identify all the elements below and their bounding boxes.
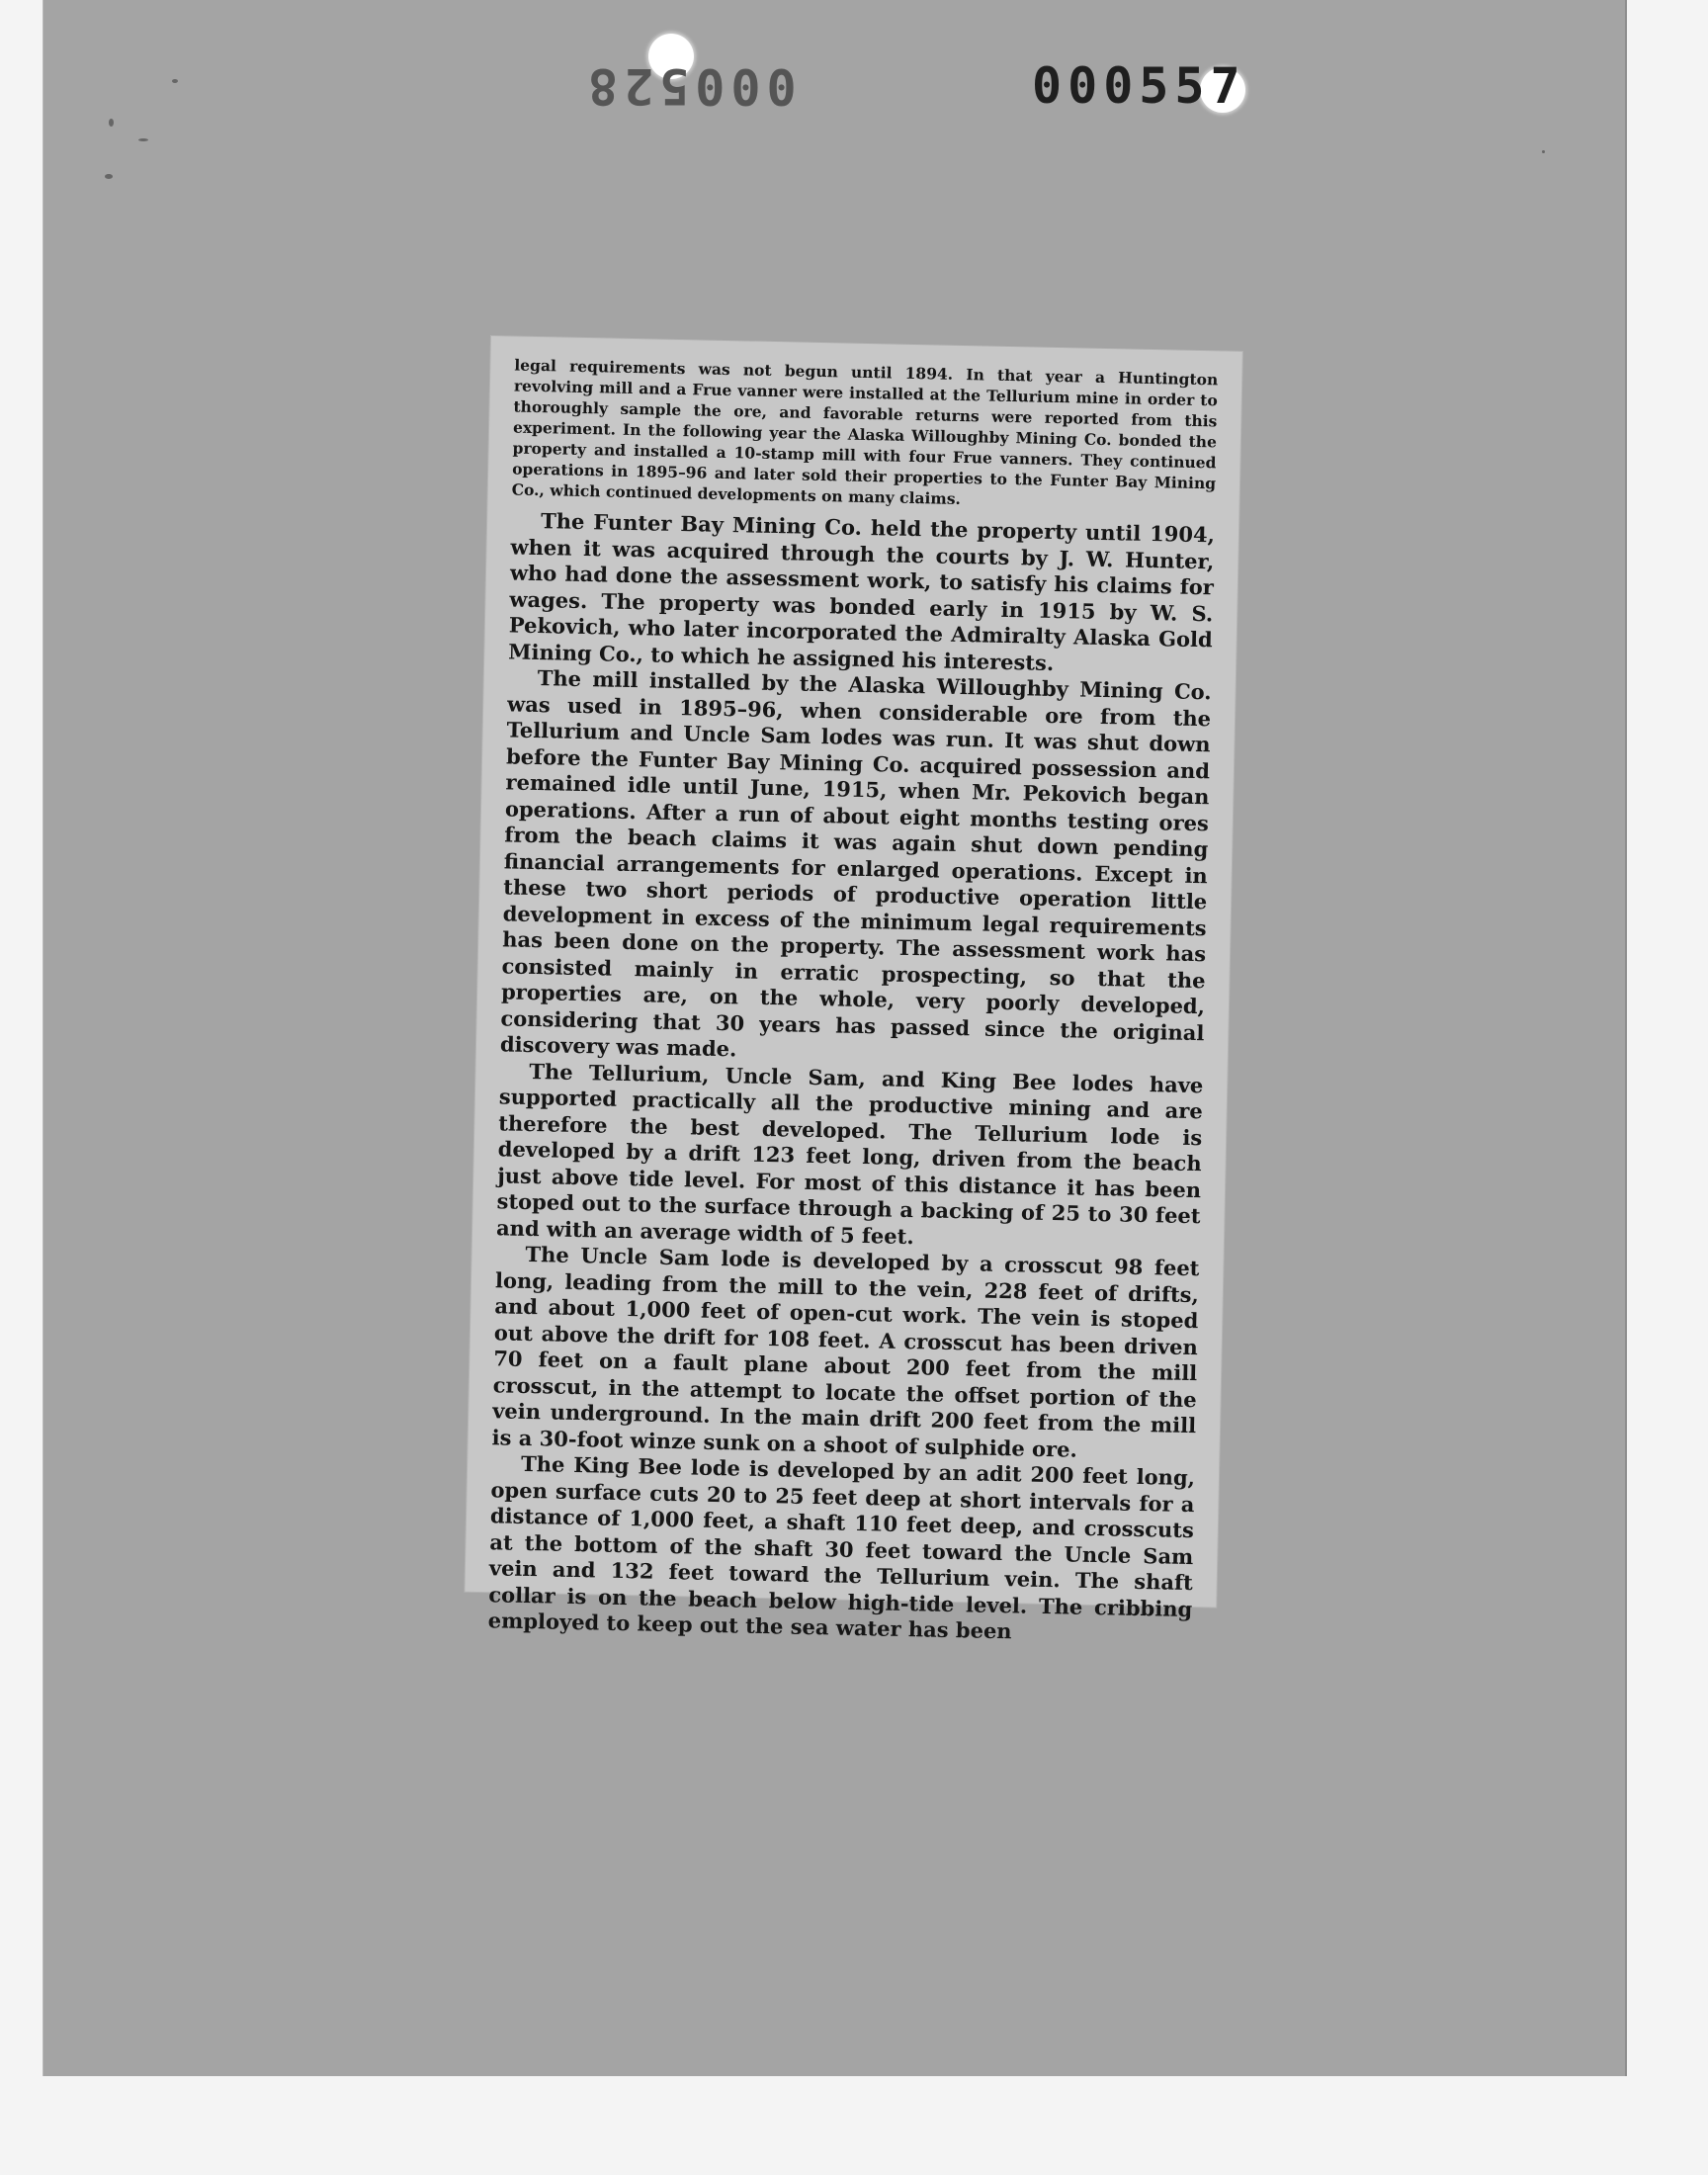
clipping-paragraph: The Tellurium, Uncle Sam, and King Bee lodes have supported practically all the productive mining and are therefore the best developed. The Tellurium lode is developed by a drift 123 feet long, driven from the beach just above tide level. For most of this distance it has been stoped out to the surface through a backing of 25 to 30 feet and with an average width of 5 feet. xyxy=(495,1058,1204,1249)
clipping-intro-text: legal requirements was not begun until 1894. In that year a Huntington revolving mill and a Frue vanner were installed at the Tellurium mine in order to thoroughly sample the ore, and favorable returns were reported from this experiment. In the following year the Alaska Willoughby Mining Co. bonded the property and installed a 10-stamp mill with four Frue vanners. They continued operations in 1895–96 and later sold their properties to the Funter Bay Mining Co., which continued developments on many claims. xyxy=(511,355,1219,508)
stamp-number-new: 000557 xyxy=(1032,57,1246,115)
scan-speck xyxy=(1542,150,1545,153)
scan-speck xyxy=(172,79,178,83)
scan-speck xyxy=(138,138,148,141)
scan-speck xyxy=(105,174,113,179)
clipping-paragraph: The mill installed by the Alaska Willoughby Mining Co. was used in 1895–96, when considerable ore from the Tellurium and Uncle Sam lodes was run. It was shut down before the Funter Bay Mining Co. acquired possession and remained idle until June, 1915, when Mr. Pekovich began operations. After a run of about eight months testing ores from the beach claims it was again shut down pending financial arrangements for enlarged operations. Except in these two short periods of productive operation little development in excess of the minimum legal requirements has been done on the property. The assessment work has consisted mainly in erratic prospecting, so that the properties are, on the whole, very poorly developed, considering that 30 years has passed since the original discovery was made. xyxy=(499,665,1212,1062)
scan-speck xyxy=(109,119,114,127)
scanned-sheet xyxy=(43,0,1625,2076)
clipping-paragraph: The King Bee lode is developed by an adit 200 feet long, open surface cuts 20 to 25 feet deep at short intervals for a distance of 1,000 feet, a shaft 110 feet deep, and crosscuts at the bottom of the shaft 30 feet toward the Uncle Sam vein and 132 feet toward the Tellurium vein. The shaft collar is on the beach below high-tide level. The cribbing employed to keep out the sea water has been xyxy=(487,1450,1196,1644)
clipping-paragraph: The Funter Bay Mining Co. held the property until 1904, when it was acquired through the courts by J. W. Hunter, who had done the assessment work, to satisfy his claims for wages. The property was bonded early in 1915 by W. S. Pekovich, who later incorporated the Admiralty Alaska Gold Mining Co., to which he assigned his interests. xyxy=(508,508,1216,675)
newspaper-clipping xyxy=(465,336,1241,1644)
clipping-paragraph: The Uncle Sam lode is developed by a crosscut 98 feet long, leading from the mill to the vein, 228 feet of drifts, and about 1,000 feet of open-cut work. The vein is stoped out above the drift for 108 feet. A crosscut has been driven 70 feet on a fault plane about 200 feet from the mill crosscut, in the attempt to locate the offset portion of the vein underground. In the main drift 200 feet from the mill is a 30-foot winze sunk on a shoot of sulphide ore. xyxy=(491,1241,1200,1462)
stamp-number-old: 000528 xyxy=(582,57,797,115)
